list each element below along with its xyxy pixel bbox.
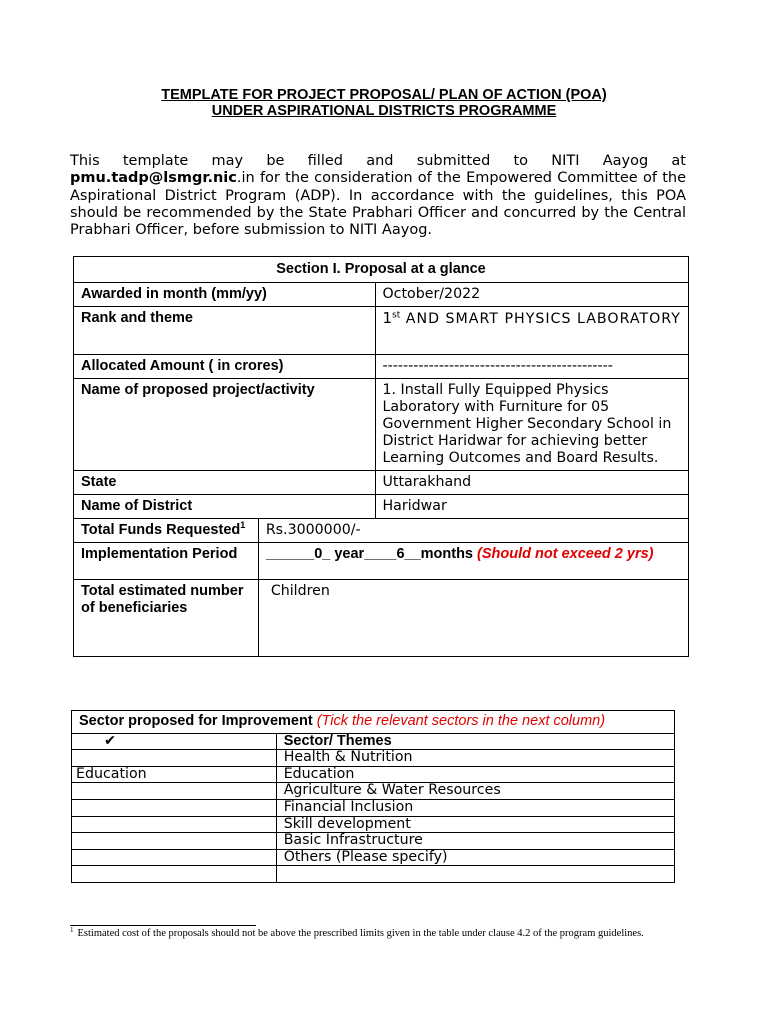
sector-tick-cell[interactable]	[72, 849, 277, 866]
proposal-at-a-glance-table	[73, 256, 689, 657]
district-label: Name of District	[74, 495, 376, 519]
section-heading: Section I. Proposal at a glance	[74, 257, 689, 283]
beneficiaries-row	[74, 580, 689, 657]
funds-row	[74, 519, 689, 543]
intro-paragraph	[70, 153, 686, 239]
state-value: Uttarakhand	[375, 471, 689, 495]
footnote-divider	[70, 925, 256, 926]
rank-row	[74, 307, 689, 355]
funds-label: Total Funds Requested	[81, 522, 241, 538]
period-label: Implementation Period	[74, 543, 259, 580]
document-title-line-1: TEMPLATE FOR PROJECT PROPOSAL/ PLAN OF ACTION (POA)	[161, 87, 607, 103]
sector-row	[72, 833, 675, 850]
district-row	[74, 495, 689, 519]
sector-tick-cell[interactable]	[72, 866, 277, 883]
period-row	[74, 543, 689, 580]
footnote-text: Estimated cost of the proposals should not be above the prescribed limits given in the table under clause 4.2 of the program guidelines.	[77, 928, 644, 939]
amount-value: ---------------------------------------------	[375, 355, 689, 379]
sector-row	[72, 816, 675, 833]
rank-number: 1	[382, 309, 393, 327]
awarded-label: Awarded in month (mm/yy)	[74, 283, 376, 307]
beneficiaries-label: Total estimated number of beneficiaries	[74, 580, 259, 657]
document-title-line-2: UNDER ASPIRATIONAL DISTRICTS PROGRAMME	[211, 103, 557, 119]
sector-tick-cell[interactable]	[72, 750, 277, 767]
amount-row	[74, 355, 689, 379]
district-value: Haridwar	[375, 495, 689, 519]
period-note: (Should not exceed 2 yrs)	[477, 546, 654, 562]
intro-text-start: This template may be filled and submitted to NITI Aayog at	[70, 153, 686, 169]
sector-tick-cell[interactable]: Education	[72, 766, 277, 783]
sector-tick-cell[interactable]	[72, 799, 277, 816]
project-value: 1. Install Fully Equipped Physics Laboratory with Furniture for 05 Government Higher Secondary School in District Haridwar for achieving better Learning Outcomes and Board Results.	[375, 379, 689, 471]
rank-value-cell	[375, 307, 689, 355]
beneficiaries-value: Children	[258, 580, 688, 657]
period-value: ______0_ year____6__months	[265, 546, 473, 562]
sector-row	[72, 799, 675, 816]
sector-theme: Basic Infrastructure	[276, 833, 674, 850]
awarded-value: October/2022	[375, 283, 689, 307]
sector-row	[72, 766, 675, 783]
sector-tick-cell[interactable]	[72, 833, 277, 850]
state-row	[74, 471, 689, 495]
intro-text-end: .in for the consideration of the Empowered Committee of the Aspirational District Program (ADP). In accordance with the guidelines, this POA should be recommended by the State Prabhari Officer and concurred by the Central Prabhari Officer, before submission to NITI Aayog.	[70, 170, 686, 239]
awarded-row	[74, 283, 689, 307]
sectors-heading-cell	[72, 711, 675, 734]
funds-value: Rs.3000000/-	[258, 519, 688, 543]
rank-ordinal: st	[392, 310, 401, 321]
sector-row	[72, 750, 675, 767]
sector-tick-cell[interactable]	[72, 783, 277, 800]
rank-label: Rank and theme	[74, 307, 376, 355]
sector-row	[72, 783, 675, 800]
themes-column-header: Sector/ Themes	[276, 733, 674, 750]
rank-theme: AND SMART PHYSICS LABORATORY	[400, 311, 681, 327]
sector-tick-cell[interactable]	[72, 816, 277, 833]
sector-theme: Agriculture & Water Resources	[276, 783, 674, 800]
section-heading-row	[74, 257, 689, 283]
sector-theme: Education	[276, 766, 674, 783]
sectors-header-row	[72, 733, 675, 750]
sectors-heading-note: (Tick the relevant sectors in the next column)	[316, 713, 606, 729]
sector-theme: Skill development	[276, 816, 674, 833]
period-value-cell	[258, 543, 688, 580]
submission-email: pmu.tadp@lsmgr.nic	[70, 170, 237, 187]
footnote	[70, 927, 650, 941]
tick-column-header: ✔	[72, 733, 277, 750]
sector-theme: Others (Please specify)	[276, 849, 674, 866]
funds-label-cell	[74, 519, 259, 543]
sector-theme: Financial Inclusion	[276, 799, 674, 816]
sector-row	[72, 866, 675, 883]
state-label: State	[74, 471, 376, 495]
project-row	[74, 379, 689, 471]
amount-label: Allocated Amount ( in crores)	[74, 355, 376, 379]
sectors-heading-row	[72, 711, 675, 734]
sectors-table	[71, 710, 675, 883]
sector-theme: Health & Nutrition	[276, 750, 674, 767]
funds-footnote-marker: 1	[240, 520, 246, 531]
sector-theme	[276, 866, 674, 883]
sector-row	[72, 849, 675, 866]
project-label: Name of proposed project/activity	[74, 379, 376, 471]
sectors-heading: Sector proposed for Improvement	[79, 713, 313, 729]
footnote-marker: 1	[70, 925, 74, 934]
